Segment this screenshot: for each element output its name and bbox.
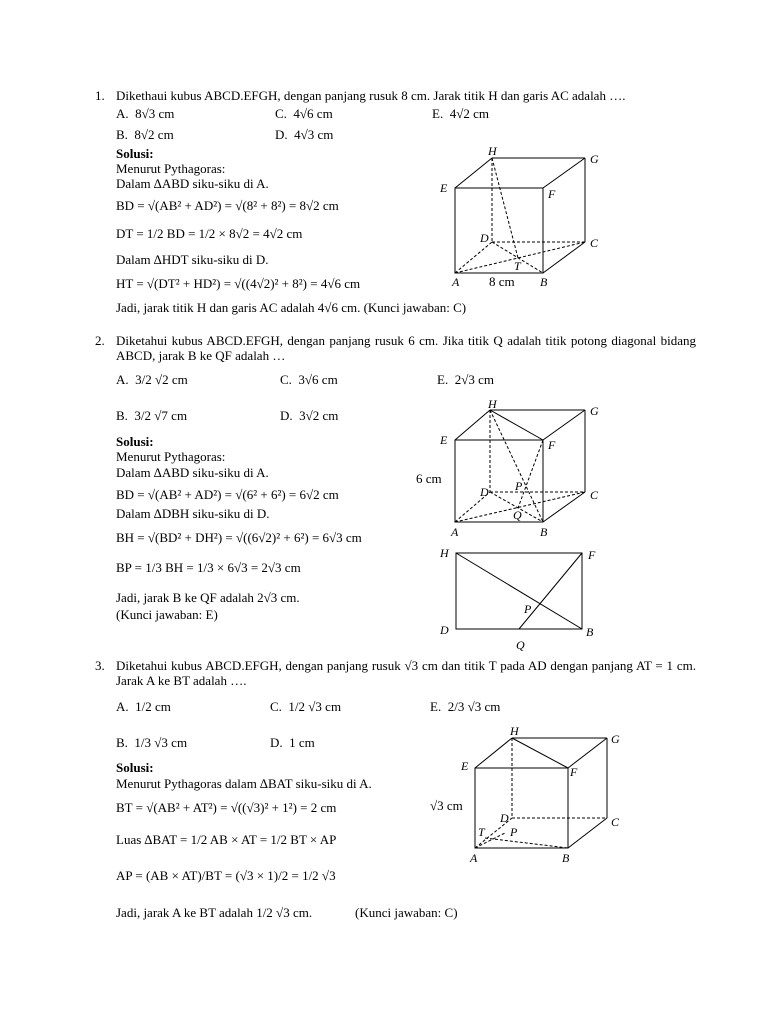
vertex-label: C (611, 815, 620, 829)
solution-line: Jadi, jarak A ke BT adalah 1/2 √3 cm. (116, 905, 313, 920)
vertex-label: Q (516, 638, 525, 652)
solution-line: Menurut Pythagoras: (116, 449, 226, 464)
option-c: C. 4√6 cm (275, 106, 333, 121)
vertex-label: B (540, 525, 548, 539)
vertex-label: H (510, 724, 519, 738)
vertex-label: D (440, 623, 449, 637)
vertex-label: B (540, 275, 548, 289)
vertex-label: H (488, 144, 497, 158)
vertex-label: P (510, 825, 518, 839)
vertex-label: P (524, 602, 532, 616)
solution-line: Menurut Pythagoras dalam ∆BAT siku-siku di A. (116, 776, 372, 791)
vertex-label: G (611, 732, 620, 746)
figure-2-labels (416, 397, 599, 539)
vertex-label: T (478, 825, 485, 839)
vertex-label: P (515, 479, 523, 493)
option-e: E. 4√2 cm (432, 106, 489, 121)
solution-line: Menurut Pythagoras: (116, 161, 226, 176)
rectangle-figure-2 (456, 553, 582, 629)
edge-length-label: 8 cm (489, 274, 515, 289)
vertex-label: F (548, 187, 556, 201)
vertex-label: F (570, 765, 578, 779)
vertex-label: F (588, 548, 596, 562)
vertex-label: H (488, 397, 497, 411)
option-d: D. 4√3 cm (275, 127, 334, 142)
vertex-label: E (440, 181, 448, 195)
solution-line: Dalam ∆ABD siku-siku di A. (116, 176, 269, 191)
vertex-label: A (470, 851, 478, 865)
problem-number: 3. (95, 658, 105, 673)
cube-figure-3 (475, 738, 607, 848)
solution-line: Jadi, jarak titik H dan garis AC adalah 4√6 cm. (Kunci jawaban: C) (116, 300, 467, 315)
solution-line: HT = √(DT² + HD²) = √((4√2)² + 8²) = 4√6 cm (116, 276, 361, 291)
problem-text: Diketahui kubus ABCD.EFGH, dengan panjang rusuk √3 cm dan titik T pada AD dengan panjang AT = 1 cm. Jarak A ke BT adalah …. (116, 658, 696, 688)
solution-label: Solusi: (116, 760, 154, 775)
option-c: C. 1/2 √3 cm (270, 699, 342, 714)
vertex-label: C (590, 488, 599, 502)
solution-label: Solusi: (116, 146, 154, 161)
vertex-label: D (480, 231, 489, 245)
option-d: D. 3√2 cm (280, 408, 339, 423)
solution-line: Dalam ∆ABD siku-siku di A. (116, 465, 269, 480)
option-c: C. 3√6 cm (280, 372, 338, 387)
vertex-label: D (500, 811, 509, 825)
solution-line: (Kunci jawaban: C) (355, 905, 458, 920)
vertex-label: G (590, 152, 599, 166)
solution-line: Dalam ∆HDT siku-siku di D. (116, 252, 269, 267)
vertex-label: A (452, 275, 460, 289)
solution-line: DT = 1/2 BD = 1/2 × 8√2 = 4√2 cm (116, 226, 303, 241)
vertex-label: T (514, 259, 521, 273)
solution-line: BT = √(AB² + AT²) = √((√3)² + 1²) = 2 cm (116, 800, 337, 815)
cube-figure-2 (455, 410, 585, 522)
solution-label: Solusi: (116, 434, 154, 449)
problem-text: Dikethaui kubus ABCD.EFGH, dengan panjang rusuk 8 cm. Jarak titik H dan garis AC adalah …. (116, 88, 626, 103)
option-a: A. 3/2 √2 cm (116, 372, 188, 387)
vertex-label: C (590, 236, 599, 250)
solution-line: (Kunci jawaban: E) (116, 607, 218, 622)
solution-line: BH = √(BD² + DH²) = √((6√2)² + 6²) = 6√3 cm (116, 530, 362, 545)
cube-figure-1 (455, 158, 585, 273)
solution-line: BD = √(AB² + AD²) = √(6² + 6²) = 6√2 cm (116, 487, 339, 502)
vertex-label: G (590, 404, 599, 418)
option-d: D. 1 cm (270, 735, 315, 750)
option-b: B. 8√2 cm (116, 127, 174, 142)
vertex-label: D (480, 485, 489, 499)
vertex-label: B (562, 851, 570, 865)
option-e: E. 2/3 √3 cm (430, 699, 501, 714)
vertex-label: F (548, 438, 556, 452)
edge-length-label: √3 cm (430, 798, 463, 813)
problem-text: Diketahui kubus ABCD.EFGH, dengan panjang rusuk 6 cm. Jika titik Q adalah titik potong diagonal bidang ABCD, jarak B ke QF adalah … (116, 333, 696, 363)
option-b: B. 1/3 √3 cm (116, 735, 188, 750)
solution-line: BD = √(AB² + AD²) = √(8² + 8²) = 8√2 cm (116, 198, 339, 213)
problem-number: 1. (95, 88, 105, 103)
option-a: A. 1/2 cm (116, 699, 171, 714)
vertex-label: B (586, 625, 594, 639)
vertex-label: Q (513, 508, 522, 522)
edge-length-label: 6 cm (416, 471, 442, 486)
problem-number: 2. (95, 333, 105, 348)
option-b: B. 3/2 √7 cm (116, 408, 188, 423)
solution-line: Luas ∆BAT = 1/2 AB × AT = 1/2 BT × AP (116, 832, 337, 847)
option-e: E. 2√3 cm (437, 372, 494, 387)
solution-line: Jadi, jarak B ke QF adalah 2√3 cm. (116, 590, 300, 605)
option-a: A. 8√3 cm (116, 106, 175, 121)
vertex-label: H (440, 546, 449, 560)
vertex-label: E (461, 759, 469, 773)
vertex-label: E (440, 433, 448, 447)
vertex-label: A (451, 525, 459, 539)
solution-line: BP = 1/3 BH = 1/3 × 6√3 = 2√3 cm (116, 560, 301, 575)
solution-line: Dalam ∆DBH siku-siku di D. (116, 506, 270, 521)
figure-2-rect-labels (439, 546, 596, 652)
solution-line: AP = (AB × AT)/BT = (√3 × 1)/2 = 1/2 √3 (116, 868, 336, 883)
